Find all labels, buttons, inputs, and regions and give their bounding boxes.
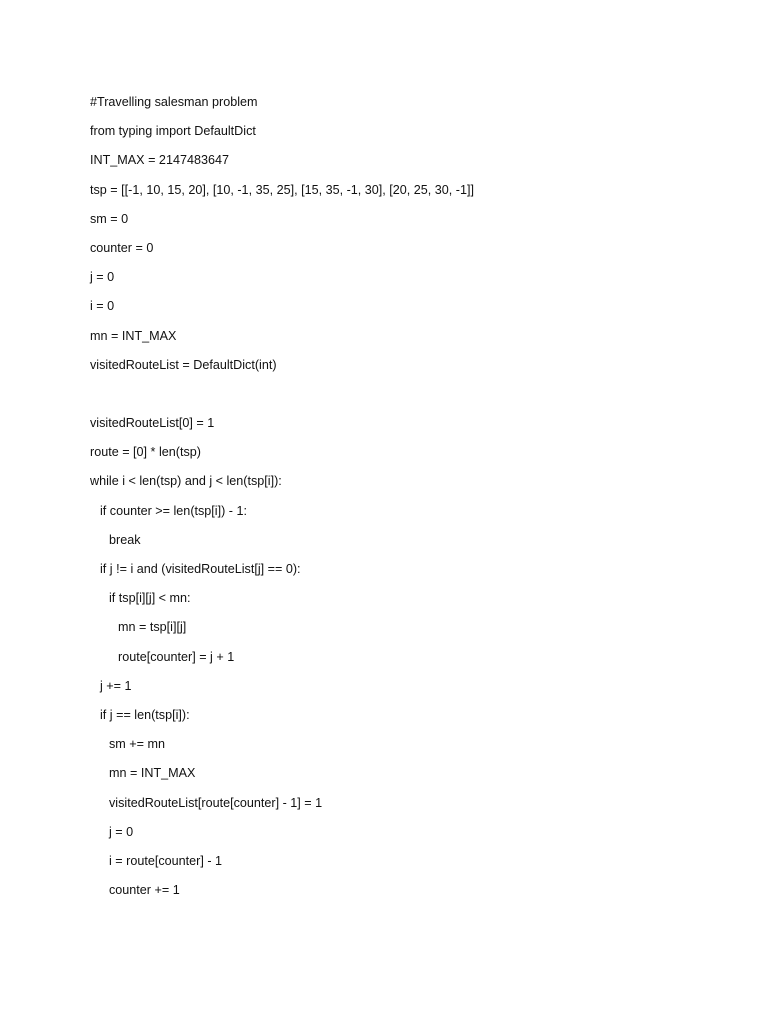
code-line-mn: mn = INT_MAX <box>90 328 177 343</box>
code-line-if-j-not-i: if j != i and (visitedRouteList[j] == 0): <box>100 562 301 576</box>
code-line-if-counter: if counter >= len(tsp[i]) - 1: <box>100 503 247 518</box>
code-line-tsp-matrix: tsp = [[-1, 10, 15, 20], [10, -1, 35, 25], [15, 35, -1, 30], [20, 25, 30, -1]] <box>90 182 474 197</box>
code-line-j: j = 0 <box>90 270 115 285</box>
code-line-if-j-end: if j == len(tsp[i]): <box>100 707 190 722</box>
code-line-while: while i < len(tsp) and j < len(tsp[i]): <box>90 474 282 489</box>
code-line-int-max: INT_MAX = 2147483647 <box>90 153 229 168</box>
code-line-update-i: i = route[counter] - 1 <box>109 853 223 868</box>
code-line-i: i = 0 <box>90 299 115 314</box>
code-line-if-tsp-less: if tsp[i][j] < mn: <box>109 591 191 606</box>
code-line-import: from typing import DefaultDict <box>90 124 256 139</box>
code-line-assign-mn: mn = tsp[i][j] <box>118 620 187 635</box>
code-line-sm: sm = 0 <box>90 211 129 226</box>
code-line-visited-zero: visitedRouteList[0] = 1 <box>90 416 215 431</box>
code-line-counter: counter = 0 <box>90 240 154 255</box>
code-line-reset-j: j = 0 <box>109 824 134 839</box>
code-line-sm-increment: sm += mn <box>109 737 165 752</box>
code-line-visited-route-list: visitedRouteList = DefaultDict(int) <box>90 357 277 372</box>
code-line-assign-route: route[counter] = j + 1 <box>118 649 235 664</box>
code-line-mark-visited: visitedRouteList[route[counter] - 1] = 1 <box>109 795 323 810</box>
code-block <box>90 93 730 910</box>
code-line-route: route = [0] * len(tsp) <box>90 445 201 460</box>
code-line-comment: #Travelling salesman problem <box>90 95 258 109</box>
code-line-counter-increment: counter += 1 <box>109 883 180 898</box>
code-line-j-increment: j += 1 <box>100 678 132 693</box>
code-line-reset-mn: mn = INT_MAX <box>109 766 196 781</box>
code-line-break: break <box>109 532 141 547</box>
blank-line <box>90 385 730 414</box>
